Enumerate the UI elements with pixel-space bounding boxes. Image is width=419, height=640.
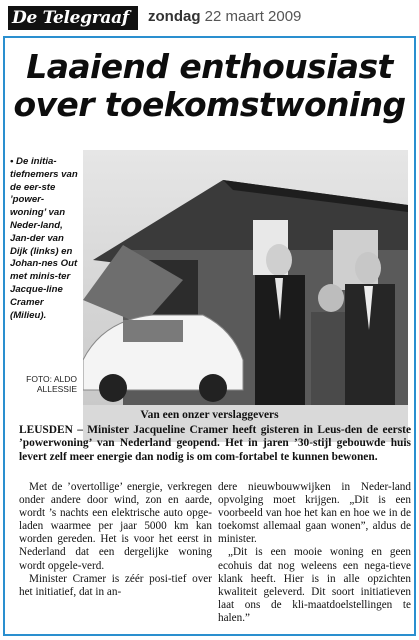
photo-caption: • De initia-tiefnemers van de eer-ste ’power-woning’ van Neder-land, Jan-der van Dijk (links) en Johan-nes Out met minis-ter Jacque-line Cramer (Milieu).: [10, 156, 78, 321]
dateline: [148, 8, 301, 25]
body-paragraph: „Dit is een mooie woning en geen ecohuis dat nog weleens een nega-tieve klank heeft. Hier is in alle opzichten kwaliteit geleverd. Dit soort initiatieven laat ons de kli-maatdoelstellingen te halen.”: [218, 546, 411, 624]
masthead: [8, 4, 411, 32]
article-frame: [3, 36, 416, 636]
body-column-1: [19, 481, 212, 599]
dateline-day: zondag: [148, 8, 201, 25]
byline: Van een onzer verslaggevers: [140, 409, 279, 421]
newspaper-logo: De Telegraaf: [8, 6, 138, 30]
house-photo-illustration: [83, 150, 408, 405]
body-paragraph: Met de ’overtollige’ energie, verkregen onder andere door wind, zon en aarde, wordt ’s nachts een elektrische auto opge-laden waarmee per jaar 5000 km kan worden gereden. Het is voor het eerst in Nederland dat een dergelijke woning wordt opgele-verd.: [19, 481, 212, 572]
headline-line-1: Laaiend enthousiast: [26, 47, 393, 86]
body-paragraph: dere nieuwbouwwijken in Neder-land opvolging moet krijgen. „Dit is een voorbeeld van hoe het kan en hoe we in de toekomst allemaal gaan wonen”, aldus de minister.: [218, 481, 411, 546]
headline-line-2: over toekomstwoning: [13, 85, 406, 124]
body-paragraph: Minister Cramer is zéér posi-tief over het initiatief, dat in an-: [19, 572, 212, 598]
dateline-date: 22 maart 2009: [204, 8, 302, 25]
photo-credit: FOTO: ALDO ALLESSIE: [26, 374, 77, 394]
headline: [5, 48, 414, 124]
article-photo: [83, 150, 408, 442]
body-column-2: [218, 481, 411, 625]
lead-paragraph: LEUSDEN – Minister Jacqueline Cramer heeft gisteren in Leus-den de eerste ’powerwoning’ van Nederland geopend. Het in jaren ’30-stijl gebouwde huis levert zelf meer energie dan nodig is om com-fortabel te kunnen bewonen.: [19, 424, 411, 463]
